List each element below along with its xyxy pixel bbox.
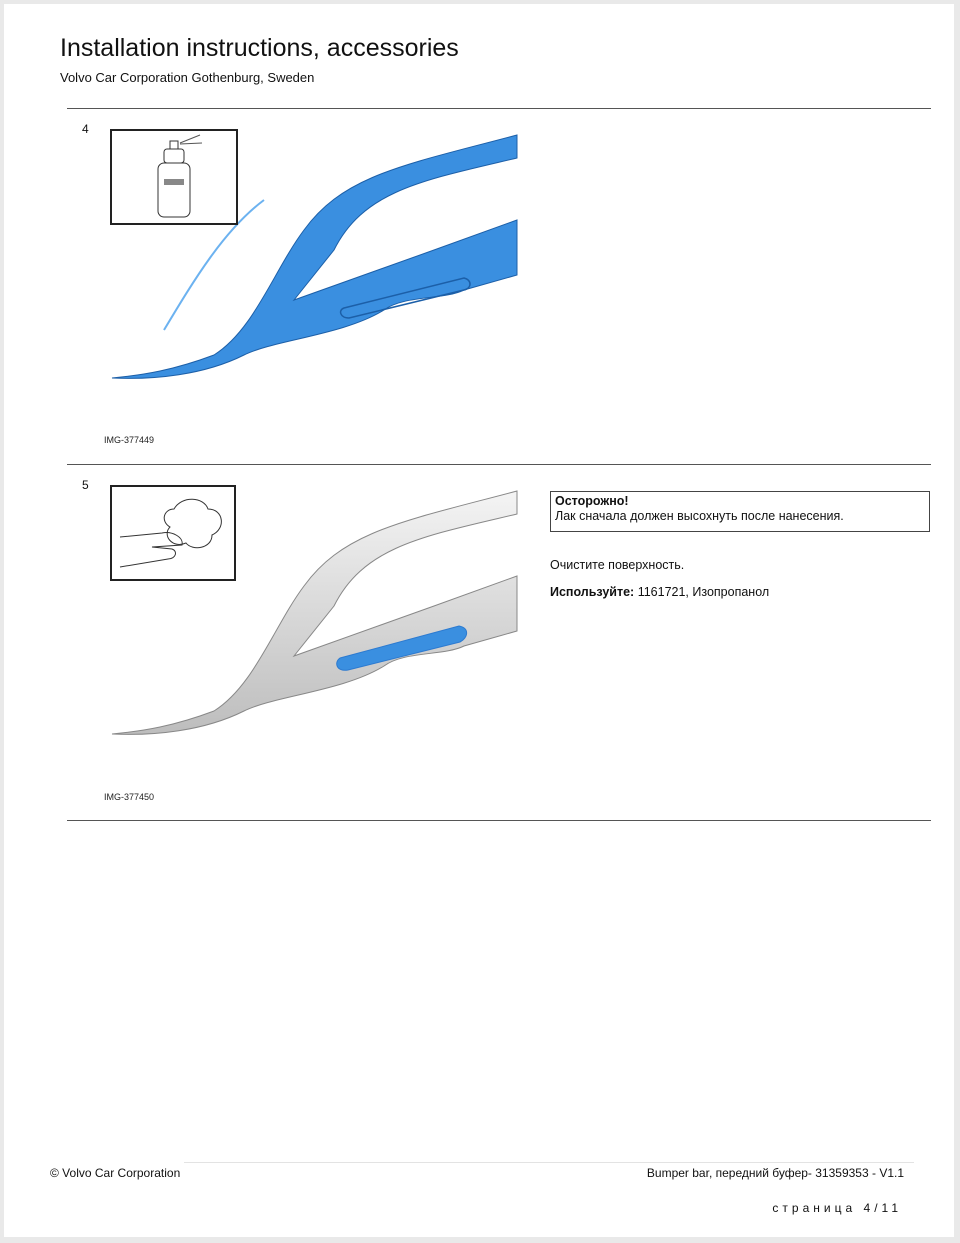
- document-page: [4, 4, 954, 1237]
- step-number: 4: [82, 122, 89, 136]
- footer-document: Bumper bar, передний буфер- 31359353 - V1.1: [646, 1166, 904, 1180]
- image-id: IMG-377450: [104, 792, 155, 802]
- use-label: Используйте:: [550, 585, 635, 599]
- step-number: 5: [82, 478, 89, 492]
- use-line: [550, 585, 769, 599]
- wiping-hand-icon: [110, 485, 236, 581]
- page-title: Installation instructions, accessories: [60, 34, 459, 62]
- image-id: IMG-377449: [104, 435, 155, 445]
- caution-box: [550, 491, 930, 532]
- use-value: 1161721, Изопропанол: [634, 585, 770, 599]
- spray-can-icon: [110, 129, 238, 225]
- caution-title: Осторожно!: [555, 494, 629, 508]
- footer-copyright: © Volvo Car Corporation: [50, 1166, 181, 1180]
- page-total: 11: [881, 1201, 902, 1215]
- divider: [67, 464, 931, 465]
- divider: [67, 108, 931, 109]
- divider: [67, 820, 931, 821]
- caution-text: Лак сначала должен высохнуть после нанесения.: [555, 509, 844, 523]
- page-label: страница: [772, 1201, 857, 1215]
- instruction-text: Очистите поверхность.: [550, 558, 685, 572]
- footer-divider: [184, 1162, 914, 1163]
- page-number: страница 4/11: [772, 1201, 902, 1215]
- page-current: 4: [863, 1201, 875, 1215]
- page-subtitle: Volvo Car Corporation Gothenburg, Sweden: [60, 70, 315, 85]
